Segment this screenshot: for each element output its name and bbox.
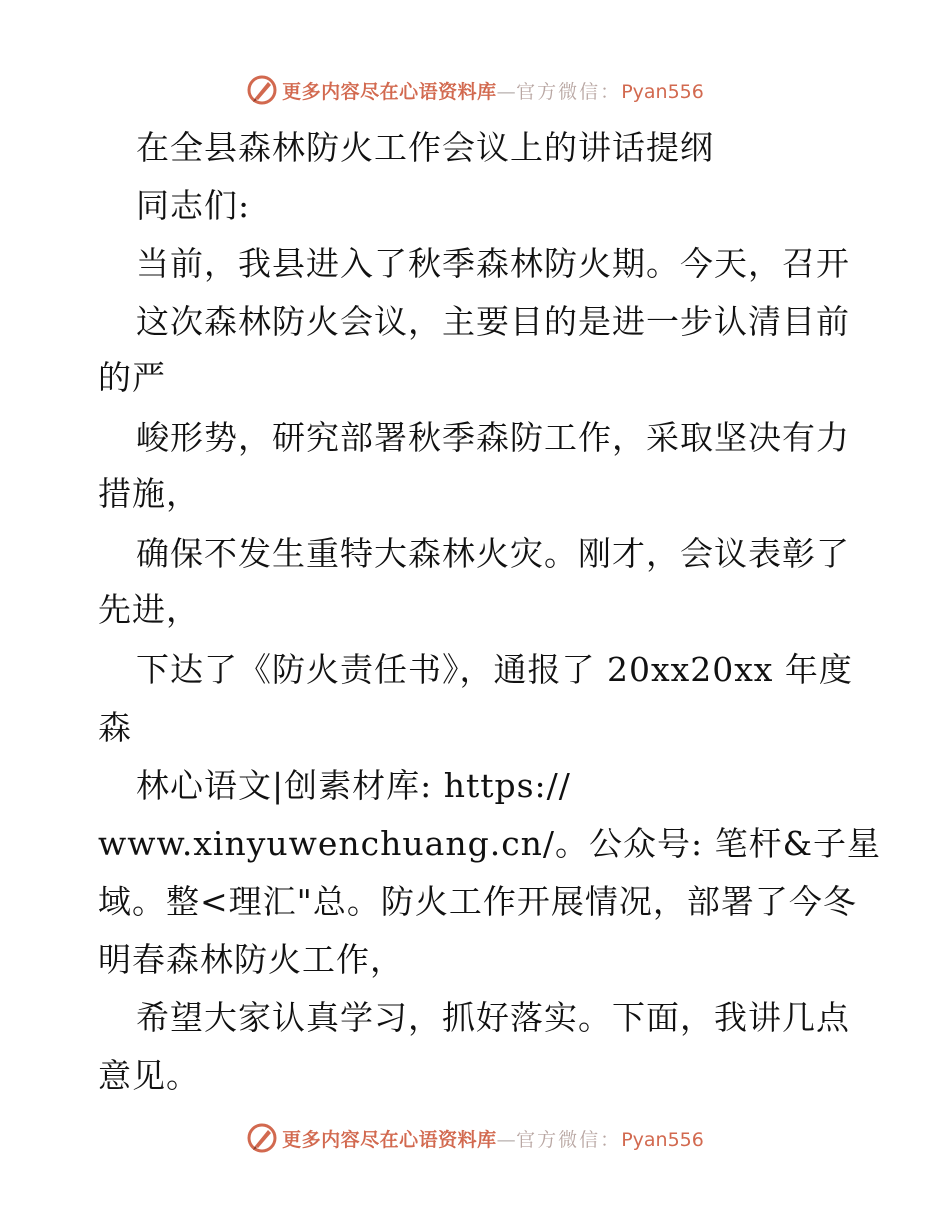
text-line: 这次森林防火会议，主要目的是进一步认清目前	[136, 302, 850, 341]
text-line: 明春森林防火工作，	[98, 940, 404, 979]
salutation: 同志们:	[136, 186, 251, 225]
text-line: 下达了《防火责任书》，通报了 20xx20xx 年度	[136, 650, 853, 689]
banner-main-text: 更多内容尽在心语资料库	[282, 80, 497, 103]
footer-banner	[0, 1118, 950, 1158]
quill-pen-circle-icon	[246, 74, 278, 106]
text-line: 域。整<理汇"总。防火工作开展情况，部署了今冬	[98, 882, 857, 921]
banner-main-text: 更多内容尽在心语资料库	[282, 1128, 497, 1151]
text-line: 措施，	[98, 474, 200, 513]
text-line: 的严	[98, 358, 166, 397]
text-line: www.xinyuwenchuang.cn/。公众号: 笔杆&子星	[98, 824, 882, 863]
text-line: 峻形势，研究部署秋季森防工作，采取坚决有力	[136, 418, 850, 457]
text-line: 确保不发生重特大森林火灾。刚才，会议表彰了	[136, 534, 850, 573]
header-banner	[0, 70, 950, 110]
banner-account: Pyan556	[621, 80, 704, 103]
text-line: 当前，我县进入了秋季森林防火期。今天，召开	[136, 244, 850, 283]
banner-dash: —	[496, 80, 517, 103]
banner-dash: —	[496, 1128, 517, 1151]
text-line: 林心语文|创素材库: https://	[136, 766, 571, 805]
document-title: 在全县森林防火工作会议上的讲话提纲	[136, 128, 714, 167]
banner-wechat-label: 官方微信：	[516, 80, 622, 103]
text-line: 意见。	[98, 1056, 200, 1095]
text-line: 先进，	[98, 590, 200, 629]
quill-pen-circle-icon	[246, 1122, 278, 1154]
banner-wechat-label: 官方微信：	[516, 1128, 622, 1151]
text-line: 希望大家认真学习，抓好落实。下面，我讲几点	[136, 998, 850, 1037]
banner-account: Pyan556	[621, 1128, 704, 1151]
text-line: 森	[98, 708, 132, 747]
